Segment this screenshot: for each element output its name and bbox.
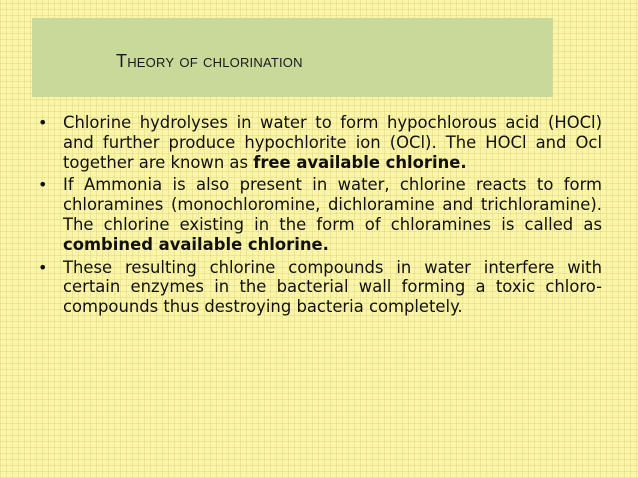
bullet-list bbox=[38, 113, 602, 320]
bullet-marker: • bbox=[38, 257, 48, 277]
bullet-marker: • bbox=[38, 175, 48, 195]
bullet-bold-term: combined available chlorine. bbox=[63, 234, 329, 254]
bullet-bold-term: free available chlorine. bbox=[253, 152, 467, 172]
bullet-text: If Ammonia is also present in water, chlorine reacts to form chloramines (monochloromine, dichloramine and trichloramine). The chlorine existing in the form of chloramines is called as bbox=[63, 175, 602, 234]
bullet-bacteria-destruction bbox=[38, 258, 602, 317]
bullet-combined-chlorine bbox=[38, 175, 602, 254]
slide-title: Theory of chlorination bbox=[116, 51, 303, 71]
bullet-marker: • bbox=[38, 113, 48, 132]
bullet-text: These resulting chlorine compounds in water interfere with certain enzymes in the bacterial wall forming a toxic chloro-compounds thus destroying bacteria completely. bbox=[63, 257, 602, 317]
bullet-free-chlorine bbox=[38, 113, 602, 172]
bullet-text: Chlorine hydrolyses in water to form hypochlorous acid (HOCl) and further produce hypochlorite ion (OCl). The HOCl and Ocl together are known as bbox=[63, 113, 602, 172]
